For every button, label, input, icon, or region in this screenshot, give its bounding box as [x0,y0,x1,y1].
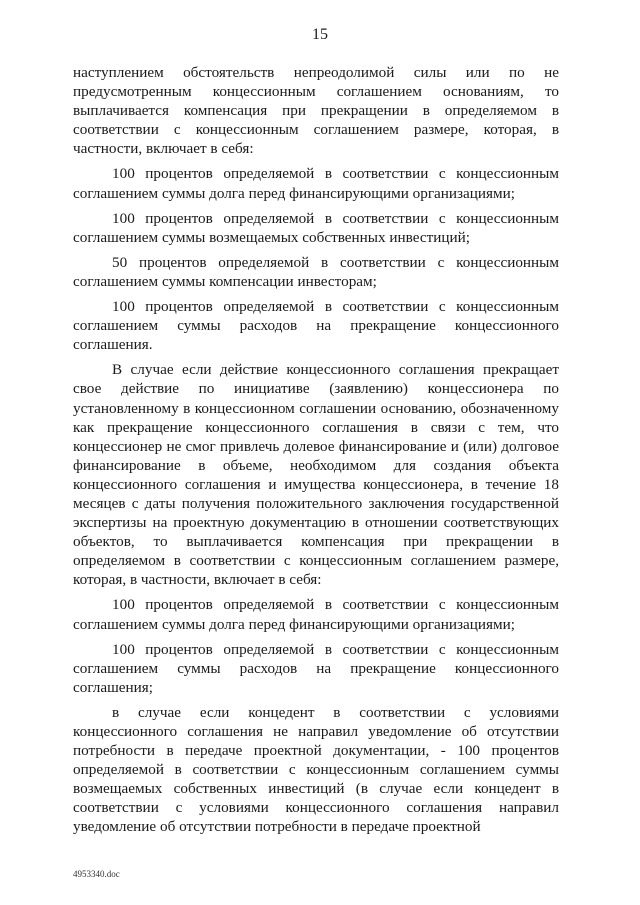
list-item-termination-costs: 100 процентов определяемой в соответствии с концессионным соглашением суммы расходов на прекращение концессионного соглашения. [73,298,559,354]
page-number: 15 [312,26,328,43]
list-item-debt-2: 100 процентов определяемой в соответствии с концессионным соглашением суммы долга перед финансирующими организациями; [73,596,559,633]
document-file-id: 4953340.doc [73,869,120,879]
list-item-debt: 100 процентов определяемой в соответствии с концессионным соглашением суммы долга перед финансирующими организациями; [73,165,559,202]
list-item-project-documentation: в случае если концедент в соответствии с условиями концессионного соглашения не направил уведомление об отсутствии потребности в передаче проектной документации, - 100 процентов определяемой в соответствии с концессионным соглашением суммы возмещаемых собственных инвестиций (в случае если концедент в соответствии с условиями концессионного соглашения направил уведомление об отсутствии потребности в передаче проектной [73,703,559,836]
list-item-investments: 100 процентов определяемой в соответствии с концессионным соглашением суммы возмещаемых собственных инвестиций; [73,209,559,246]
list-item-termination-costs-2: 100 процентов определяемой в соответствии с концессионным соглашением суммы расходов на прекращение концессионного соглашения; [73,640,559,696]
document-body [73,63,559,837]
paragraph-continuation: наступлением обстоятельств непреодолимой силы или по не предусмотренным концессионным соглашением основаниям, то выплачивается компенсация при прекращении в определяемом в соответствии с концессионным соглашением размере, которая, в частности, включает в себя: [73,64,559,158]
list-item-investor-compensation: 50 процентов определяемой в соответствии с концессионным соглашением суммы компенсации инвесторам; [73,253,559,290]
paragraph-concessionaire-initiative: В случае если действие концессионного соглашения прекращает свое действие по инициативе (заявлению) концессионера по установленному в концессионном соглашении основанию, обозначенному как прекращение концессионного соглашения в связи с тем, что концессионер не смог привлечь долевое финансирование и (или) долговое финансирование в объеме, необходимом для создания объекта концессионного соглашения и имущества концессионера, в течение 18 месяцев с даты получения положительного заключения государственной экспертизы на проектную документацию в отношении соответствующих объектов, то выплачивается компенсация при прекращении в определяемом в соответствии с концессионным соглашением размере, которая, в частности, включает в себя: [73,361,559,589]
